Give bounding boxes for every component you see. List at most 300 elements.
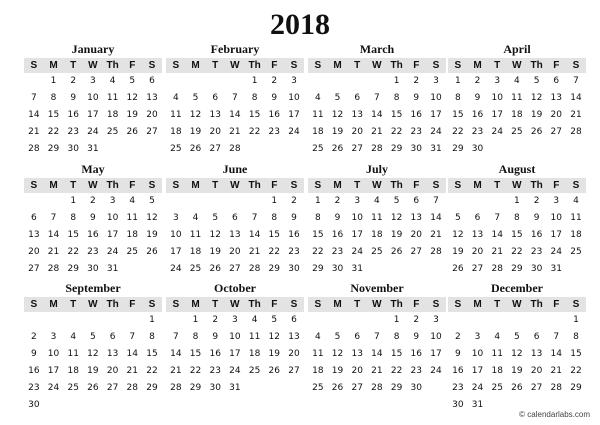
month-title: June xyxy=(222,162,248,176)
weekday-label: S xyxy=(432,299,440,310)
weekday-label: F xyxy=(129,299,136,310)
weekday-label: W xyxy=(230,60,240,71)
day-cell: 6 xyxy=(354,332,361,342)
day-cell: 20 xyxy=(209,127,221,137)
weekday-label: Th xyxy=(390,180,403,191)
day-cell: 14 xyxy=(229,110,241,120)
day-cell: 7 xyxy=(573,76,579,86)
day-cell: 25 xyxy=(126,247,138,257)
day-cell: 14 xyxy=(430,213,442,223)
day-cell: 20 xyxy=(550,110,562,120)
day-cell: 3 xyxy=(109,196,116,206)
day-cell: 13 xyxy=(146,93,158,103)
weekday-label: M xyxy=(49,180,58,191)
day-cell: 21 xyxy=(371,127,383,137)
day-cell: 8 xyxy=(271,213,278,223)
day-cell: 28 xyxy=(126,383,138,393)
day-cell: 22 xyxy=(189,366,202,376)
day-cell: 2 xyxy=(454,332,461,342)
day-cell: 22 xyxy=(570,366,582,376)
day-cell: 31 xyxy=(87,144,99,154)
day-grid xyxy=(308,73,446,158)
day-cell: 12 xyxy=(189,110,202,120)
day-cell: 16 xyxy=(209,349,221,359)
empty-day xyxy=(367,312,387,329)
day-cell: 1 xyxy=(314,196,321,206)
weekday-label: F xyxy=(553,180,560,191)
weekday-label: M xyxy=(49,299,58,310)
weekday-label: S xyxy=(172,60,180,71)
day-cell: 9 xyxy=(291,213,297,223)
day-cell: 27 xyxy=(28,264,40,274)
day-grid xyxy=(448,73,586,158)
weekday-header xyxy=(166,178,304,193)
day-cell: 8 xyxy=(514,213,520,223)
weekday-label: M xyxy=(333,60,342,71)
empty-day xyxy=(448,193,468,210)
day-cell: 4 xyxy=(192,213,199,223)
day-cell: 4 xyxy=(251,315,258,325)
weekday-label: F xyxy=(129,60,136,71)
day-cell: 22 xyxy=(67,247,79,257)
day-cell: 3 xyxy=(90,76,96,86)
weekday-label: Th xyxy=(248,180,261,191)
empty-day xyxy=(507,312,527,329)
day-cell: 19 xyxy=(530,110,543,120)
weekday-label: S xyxy=(572,299,580,310)
day-cell: 13 xyxy=(530,349,543,359)
day-cell: 24 xyxy=(491,127,503,137)
empty-day xyxy=(166,193,186,210)
weekday-label: S xyxy=(290,299,298,310)
day-cell: 5 xyxy=(90,332,96,342)
day-cell: 13 xyxy=(550,93,562,103)
day-cell: 21 xyxy=(491,247,503,257)
day-cell: 13 xyxy=(410,213,422,223)
day-cell: 16 xyxy=(452,366,464,376)
day-grid xyxy=(308,193,446,278)
day-cell: 15 xyxy=(390,349,403,359)
day-cell: 23 xyxy=(410,366,422,376)
day-cell: 23 xyxy=(87,247,99,257)
day-cell: 31 xyxy=(430,144,442,154)
day-cell: 29 xyxy=(390,383,403,393)
day-cell: 5 xyxy=(271,315,278,325)
weekday-label: W xyxy=(512,180,522,191)
month-july xyxy=(308,162,446,278)
day-cell: 6 xyxy=(109,332,116,342)
day-cell: 6 xyxy=(149,76,155,86)
day-cell: 11 xyxy=(491,349,503,359)
month-title: August xyxy=(498,162,536,176)
day-cell: 4 xyxy=(129,196,136,206)
day-cell: 20 xyxy=(146,110,158,120)
day-cell: 16 xyxy=(410,349,422,359)
day-grid xyxy=(24,312,162,414)
day-cell: 23 xyxy=(331,247,344,257)
day-cell: 4 xyxy=(494,332,501,342)
day-cell: 24 xyxy=(288,127,300,137)
day-cell: 17 xyxy=(87,110,99,120)
day-cell: 2 xyxy=(413,315,420,325)
day-cell: 18 xyxy=(67,366,79,376)
day-cell: 10 xyxy=(229,332,241,342)
empty-day xyxy=(205,73,225,90)
day-cell: 19 xyxy=(146,230,158,240)
day-cell: 30 xyxy=(87,264,99,274)
day-cell: 17 xyxy=(471,366,484,376)
day-cell: 17 xyxy=(491,110,503,120)
weekday-label: S xyxy=(432,180,440,191)
day-cell: 5 xyxy=(212,213,219,223)
weekday-label: S xyxy=(572,180,580,191)
day-cell: 28 xyxy=(570,127,582,137)
weekday-label: T xyxy=(70,60,77,71)
day-cell: 23 xyxy=(410,127,422,137)
day-cell: 12 xyxy=(146,213,158,223)
day-cell: 30 xyxy=(471,144,484,154)
day-cell: 5 xyxy=(192,93,199,103)
weekday-label: Th xyxy=(248,60,261,71)
day-cell: 7 xyxy=(374,93,380,103)
empty-day xyxy=(487,312,507,329)
day-cell: 23 xyxy=(268,127,280,137)
day-cell: 19 xyxy=(452,247,464,257)
day-cell: 24 xyxy=(87,127,99,137)
day-cell: 27 xyxy=(351,383,363,393)
day-cell: 19 xyxy=(87,366,99,376)
day-cell: 21 xyxy=(170,366,182,376)
day-cell: 30 xyxy=(452,400,464,410)
day-cell: 26 xyxy=(146,247,158,257)
weekday-label: S xyxy=(314,299,322,310)
empty-day xyxy=(63,312,83,329)
day-cell: 5 xyxy=(334,332,341,342)
day-cell: 25 xyxy=(106,127,119,137)
day-cell: 25 xyxy=(511,127,523,137)
day-cell: 18 xyxy=(106,110,119,120)
day-cell: 11 xyxy=(106,93,119,103)
day-cell: 24 xyxy=(430,127,442,137)
day-cell: 2 xyxy=(212,315,219,325)
day-cell: 27 xyxy=(209,144,221,154)
day-cell: 12 xyxy=(511,349,523,359)
weekday-label: T xyxy=(494,60,501,71)
month-april xyxy=(448,42,586,158)
day-cell: 20 xyxy=(28,247,40,257)
day-cell: 16 xyxy=(67,110,79,120)
day-cell: 10 xyxy=(550,213,562,223)
day-cell: 12 xyxy=(331,349,344,359)
day-cell: 27 xyxy=(146,127,158,137)
day-cell: 8 xyxy=(393,93,400,103)
day-cell: 29 xyxy=(47,144,60,154)
day-cell: 17 xyxy=(550,230,562,240)
weekday-label: M xyxy=(333,299,342,310)
empty-day xyxy=(103,312,123,329)
day-cell: 13 xyxy=(229,230,241,240)
day-cell: 14 xyxy=(28,110,40,120)
empty-day xyxy=(328,73,348,90)
month-title: September xyxy=(65,281,121,295)
day-cell: 19 xyxy=(209,247,221,257)
day-cell: 1 xyxy=(393,315,400,325)
day-cell: 8 xyxy=(314,213,321,223)
weekday-label: S xyxy=(314,60,322,71)
day-cell: 24 xyxy=(351,247,363,257)
weekday-label: F xyxy=(413,180,420,191)
empty-day xyxy=(347,73,367,90)
day-cell: 3 xyxy=(433,76,439,86)
day-cell: 1 xyxy=(149,315,155,325)
day-cell: 25 xyxy=(312,383,324,393)
weekday-label: S xyxy=(30,299,38,310)
day-cell: 13 xyxy=(351,349,363,359)
day-cell: 30 xyxy=(67,144,79,154)
day-cell: 29 xyxy=(452,144,464,154)
day-cell: 23 xyxy=(452,383,464,393)
day-cell: 1 xyxy=(454,76,461,86)
day-cell: 5 xyxy=(129,76,136,86)
day-cell: 5 xyxy=(334,93,341,103)
day-cell: 26 xyxy=(511,383,523,393)
day-cell: 19 xyxy=(331,127,344,137)
day-cell: 25 xyxy=(189,264,202,274)
day-cell: 6 xyxy=(474,213,481,223)
day-cell: 17 xyxy=(170,247,182,257)
empty-day xyxy=(367,73,387,90)
day-cell: 31 xyxy=(471,400,484,410)
day-cell: 4 xyxy=(314,93,321,103)
day-cell: 5 xyxy=(514,332,520,342)
weekday-label: T xyxy=(354,180,361,191)
empty-day xyxy=(448,312,468,329)
day-cell: 11 xyxy=(248,332,261,342)
weekday-label: F xyxy=(413,299,420,310)
empty-day xyxy=(205,193,225,210)
month-title: July xyxy=(365,162,388,176)
day-cell: 13 xyxy=(471,230,484,240)
day-cell: 20 xyxy=(471,247,484,257)
day-cell: 7 xyxy=(494,213,501,223)
weekday-label: T xyxy=(354,299,361,310)
day-cell: 4 xyxy=(172,93,179,103)
weekday-label: F xyxy=(553,60,560,71)
day-cell: 12 xyxy=(390,213,403,223)
weekday-label: W xyxy=(512,299,522,310)
day-cell: 21 xyxy=(28,127,40,137)
day-cell: 14 xyxy=(491,230,503,240)
day-cell: 2 xyxy=(474,76,481,86)
month-title: November xyxy=(350,281,404,295)
weekday-header xyxy=(24,297,162,312)
day-cell: 28 xyxy=(371,144,383,154)
month-may xyxy=(24,162,162,278)
day-cell: 19 xyxy=(331,366,344,376)
empty-day xyxy=(245,193,265,210)
day-cell: 6 xyxy=(533,332,540,342)
empty-day xyxy=(24,73,44,90)
weekday-label: S xyxy=(290,180,298,191)
day-cell: 6 xyxy=(354,93,361,103)
day-cell: 11 xyxy=(189,230,202,240)
day-cell: 6 xyxy=(413,196,420,206)
day-cell: 25 xyxy=(570,247,582,257)
day-cell: 7 xyxy=(172,332,179,342)
day-cell: 27 xyxy=(229,264,241,274)
day-cell: 29 xyxy=(390,144,403,154)
day-cell: 13 xyxy=(351,110,363,120)
day-cell: 1 xyxy=(50,76,57,86)
month-september xyxy=(24,281,162,414)
empty-day xyxy=(328,312,348,329)
day-cell: 18 xyxy=(371,230,383,240)
day-cell: 30 xyxy=(209,383,221,393)
weekday-label: Th xyxy=(106,299,119,310)
day-cell: 7 xyxy=(50,213,57,223)
day-cell: 29 xyxy=(570,383,582,393)
day-cell: 3 xyxy=(291,76,297,86)
day-cell: 1 xyxy=(393,76,400,86)
empty-day xyxy=(83,312,103,329)
day-cell: 9 xyxy=(334,213,341,223)
empty-day xyxy=(24,312,44,329)
weekday-label: Th xyxy=(530,299,543,310)
day-cell: 29 xyxy=(312,264,324,274)
weekday-label: M xyxy=(191,180,200,191)
weekday-header xyxy=(24,58,162,73)
day-cell: 10 xyxy=(430,332,442,342)
day-cell: 1 xyxy=(70,196,77,206)
day-cell: 14 xyxy=(550,349,562,359)
day-cell: 12 xyxy=(331,110,344,120)
weekday-label: T xyxy=(212,180,219,191)
weekday-label: S xyxy=(172,299,180,310)
day-cell: 24 xyxy=(106,247,119,257)
day-cell: 11 xyxy=(312,349,324,359)
day-cell: 22 xyxy=(248,127,261,137)
day-cell: 17 xyxy=(430,349,442,359)
weekday-label: S xyxy=(432,60,440,71)
day-cell: 31 xyxy=(351,264,363,274)
weekday-header xyxy=(24,178,162,193)
day-cell: 21 xyxy=(570,110,582,120)
day-cell: 23 xyxy=(288,247,300,257)
month-title: February xyxy=(210,42,260,56)
day-cell: 10 xyxy=(430,93,442,103)
day-cell: 2 xyxy=(413,76,420,86)
day-cell: 3 xyxy=(474,332,481,342)
day-cell: 22 xyxy=(390,366,403,376)
month-january xyxy=(24,42,162,158)
weekday-label: T xyxy=(70,299,77,310)
day-cell: 27 xyxy=(351,144,363,154)
day-cell: 16 xyxy=(471,110,484,120)
day-cell: 14 xyxy=(570,93,582,103)
day-cell: 18 xyxy=(312,366,324,376)
day-cell: 3 xyxy=(232,315,238,325)
day-cell: 9 xyxy=(271,93,278,103)
day-cell: 26 xyxy=(209,264,221,274)
day-cell: 26 xyxy=(189,144,202,154)
day-cell: 5 xyxy=(533,76,540,86)
day-cell: 1 xyxy=(271,196,278,206)
day-cell: 10 xyxy=(170,230,182,240)
day-cell: 16 xyxy=(87,230,99,240)
weekday-label: M xyxy=(473,299,482,310)
day-cell: 30 xyxy=(28,400,40,410)
day-cell: 9 xyxy=(454,349,461,359)
day-cell: 22 xyxy=(511,247,523,257)
empty-day xyxy=(225,73,245,90)
day-cell: 27 xyxy=(410,247,422,257)
empty-day xyxy=(122,312,142,329)
day-cell: 7 xyxy=(30,93,37,103)
weekday-label: S xyxy=(148,180,156,191)
month-title: October xyxy=(214,281,256,295)
day-cell: 11 xyxy=(126,213,138,223)
weekday-header xyxy=(308,178,446,193)
day-cell: 13 xyxy=(288,332,300,342)
day-cell: 1 xyxy=(514,196,520,206)
day-cell: 8 xyxy=(70,213,77,223)
day-cell: 1 xyxy=(573,315,579,325)
day-cell: 17 xyxy=(47,366,60,376)
day-cell: 28 xyxy=(229,144,241,154)
empty-day xyxy=(186,193,206,210)
day-cell: 20 xyxy=(351,366,363,376)
day-cell: 21 xyxy=(371,366,383,376)
day-cell: 25 xyxy=(67,383,79,393)
day-cell: 24 xyxy=(47,383,60,393)
day-cell: 26 xyxy=(331,383,344,393)
day-cell: 9 xyxy=(413,93,420,103)
day-cell: 20 xyxy=(351,127,363,137)
empty-day xyxy=(24,193,44,210)
day-cell: 18 xyxy=(170,127,182,137)
day-cell: 7 xyxy=(251,213,258,223)
day-cell: 9 xyxy=(533,213,540,223)
day-cell: 6 xyxy=(553,76,560,86)
day-cell: 3 xyxy=(553,196,560,206)
day-cell: 30 xyxy=(410,383,422,393)
empty-day xyxy=(468,312,488,329)
day-cell: 10 xyxy=(471,349,484,359)
month-december xyxy=(448,281,586,414)
day-grid xyxy=(448,193,586,278)
day-cell: 24 xyxy=(471,383,484,393)
weekday-label: Th xyxy=(530,180,543,191)
weekday-label: M xyxy=(49,60,58,71)
day-cell: 10 xyxy=(87,93,99,103)
day-cell: 26 xyxy=(331,144,344,154)
weekday-header xyxy=(166,58,304,73)
month-june xyxy=(166,162,304,278)
day-cell: 9 xyxy=(413,332,420,342)
day-cell: 9 xyxy=(474,93,481,103)
day-cell: 18 xyxy=(491,366,503,376)
weekday-label: W xyxy=(372,299,382,310)
weekday-label: S xyxy=(148,299,156,310)
weekday-label: Th xyxy=(106,60,119,71)
day-cell: 5 xyxy=(149,196,155,206)
weekday-label: W xyxy=(230,299,240,310)
weekday-label: W xyxy=(88,180,98,191)
day-cell: 2 xyxy=(271,76,278,86)
weekday-header xyxy=(308,297,446,312)
day-cell: 15 xyxy=(312,230,324,240)
day-cell: 8 xyxy=(393,332,400,342)
